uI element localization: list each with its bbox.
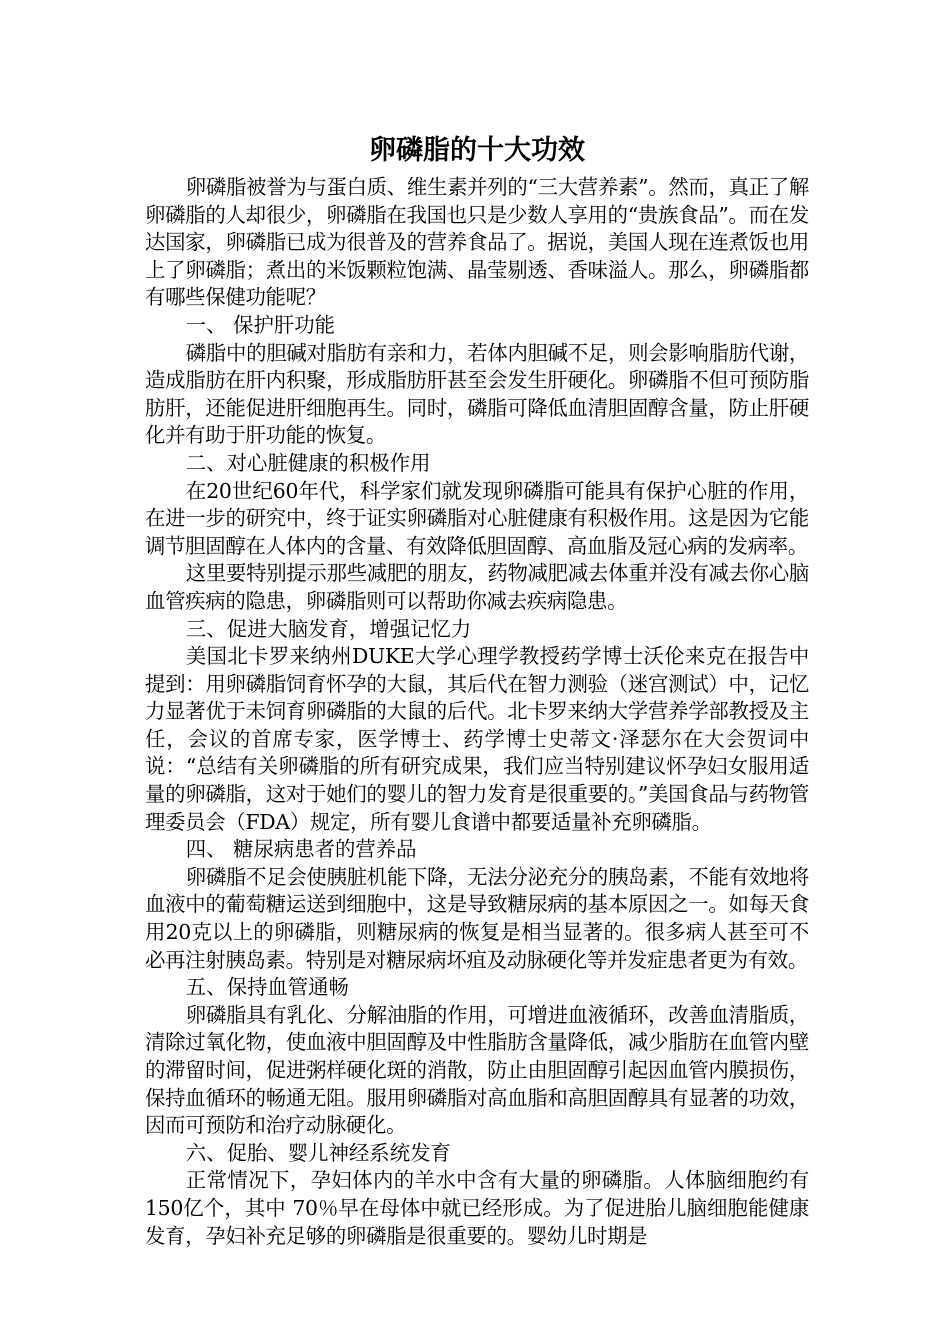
section-heading-1: 一、 保护肝功能: [185, 312, 336, 337]
section-paragraph: 卵磷脂不足会使胰脏机能下降，无法分泌充分的胰岛素，不能有效地将血液中的葡萄糖运送到细胞中，这是导致糖尿病的基本原因之一。如每天食用20克以上的卵磷脂，则糖尿病的恢复是相当显著的。很多病人甚至可不必再注射胰岛素。特别是对糖尿病坏疽及动脉硬化等并发症患者更为有效。: [145, 864, 809, 972]
section-heading-6: 六、促胎、婴儿神经系统发育: [185, 1140, 451, 1165]
document-page: [145, 128, 809, 1250]
section-paragraph: 卵磷脂具有乳化、分解油脂的作用，可增进血液循环，改善血清脂质，清除过氧化物，使血液中胆固醇及中性脂肪含量降低，减少脂肪在血管内壁的滞留时间，促进粥样硬化斑的消散，防止由胆固醇引起因血管内膜损伤，保持血循环的畅通无阻。服用卵磷脂对高血脂和高胆固醇具有显著的功效，因而可预防和治疗动脉硬化。: [145, 1002, 809, 1138]
section-paragraph: 在20世纪60年代，科学家们就发现卵磷脂可能具有保护心脏的作用，在进一步的研究中，终于证实卵磷脂对心脏健康有积极作用。这是因为它能调节胆固醇在人体内的含量、有效降低胆固醇、高血脂及冠心病的发病率。: [145, 478, 809, 558]
section-paragraph: 磷脂中的胆碱对脂肪有亲和力，若体内胆碱不足，则会影响脂肪代谢，造成脂肪在肝内积聚，形成脂肪肝甚至会发生肝硬化。卵磷脂不但可预防脂肪肝，还能促进肝细胞再生。同时，磷脂可降低血清胆固醇含量，防止肝硬化并有助于肝功能的恢复。: [145, 340, 809, 448]
section-paragraph: 这里要特别提示那些减肥的朋友，药物减肥减去体重并没有减去你心脑血管疾病的隐患，卵磷脂则可以帮助你减去疾病隐患。: [145, 561, 809, 613]
section-paragraph: 美国北卡罗来纳州DUKE大学心理学教授药学博士沃伦来克在报告中提到：用卵磷脂饲育怀孕的大鼠，其后代在智力测验（迷宫测试）中，记忆力显著优于未饲育卵磷脂的大鼠的后代。北卡罗来纳大学营养学部教授及主任，会议的首席专家，医学博士、药学博士史蒂文·泽瑟尔在大会贺词中说：“总结有关卵磷脂的所有研究成果，我们应当特别建议怀孕妇女服用适量的卵磷脂，这对于她们的婴儿的智力发育是很重要的。”美国食品与药物管理委员会（FDA）规定，所有婴儿食谱中都要适量补充卵磷脂。: [145, 644, 809, 834]
section-heading-5: 五、保持血管通畅: [185, 975, 349, 1000]
section-paragraph: 正常情况下，孕妇体内的羊水中含有大量的卵磷脂。人体脑细胞约有150亿个，其中 70％早在母体中就已经形成。为了促进胎儿脑细胞能健康发育，孕妇补充足够的卵磷脂是很重要的。婴幼儿时期是: [145, 1168, 809, 1248]
section-heading-3: 三、促进大脑发育，增强记忆力: [185, 616, 472, 641]
intro-paragraph: 卵磷脂被誉为与蛋白质、维生素并列的“三大营养素”。然而，真正了解卵磷脂的人却很少，卵磷脂在我国也只是少数人享用的“贵族食品”。而在发达国家，卵磷脂已成为很普及的营养食品了。据说，美国人现在连煮饭也用上了卵磷脂；煮出的米饭颗粒饱满、晶莹剔透、香味溢人。那么，卵磷脂都有哪些保健功能呢？: [145, 175, 809, 310]
document-title: 卵磷脂的十大功效: [369, 135, 585, 166]
section-heading-4: 四、 糖尿病患者的营养品: [185, 837, 417, 862]
section-heading-2: 二、对心脏健康的积极作用: [185, 450, 431, 475]
